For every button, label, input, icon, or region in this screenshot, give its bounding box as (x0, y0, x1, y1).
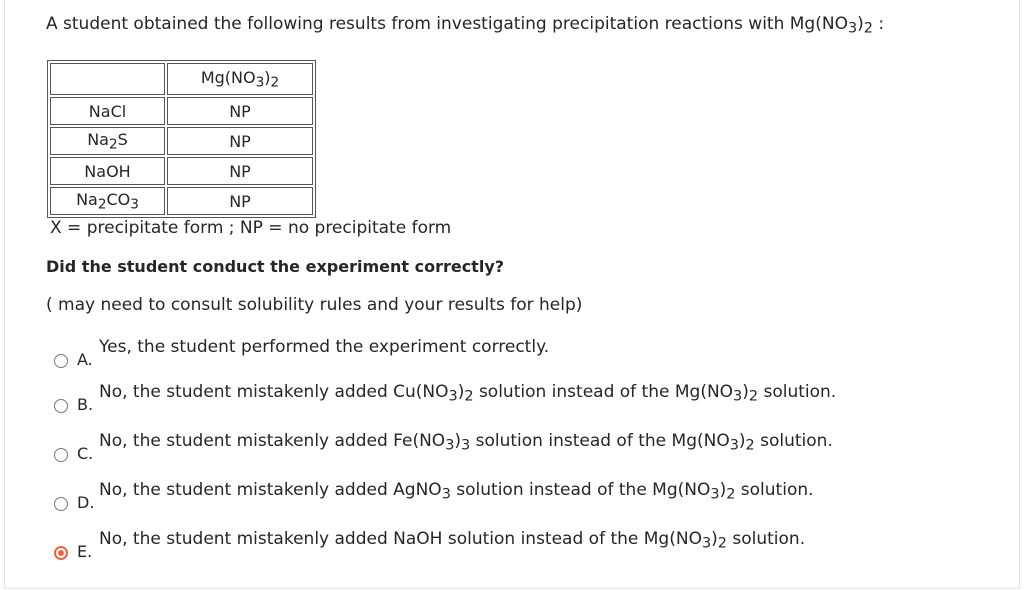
option-text: No, the student mistakenly added $Cu(NO_3)_2$ solution instead of the $Mg(NO_3)_2$ solution. (99, 382, 837, 405)
option-letter: B. (77, 395, 94, 414)
table-row-reagent: NaOH (50, 157, 165, 185)
hint-text: ( may need to consult solubility rules and your results for help) (46, 295, 583, 315)
option-letter: E. (77, 542, 93, 561)
intro-text: A student obtained the following results from investigating precipitation reactions with $Mg(NO_3)_2$ : (46, 14, 885, 37)
radio-button-a[interactable] (54, 354, 68, 368)
legend-text: X = precipitate form ; NP = no precipitate form (50, 218, 452, 238)
table-row-reagent: $Na_2CO_3$ (50, 187, 165, 215)
table-header-reagent: $Mg(NO_3)_2$ (167, 63, 313, 95)
results-table (47, 60, 316, 218)
option-letter: A. (77, 350, 93, 369)
question-text: Did the student conduct the experiment correctly? (46, 257, 505, 276)
radio-button-e[interactable] (54, 546, 68, 560)
option-text: No, the student mistakenly added $Fe(NO_3)_3$ solution instead of the $Mg(NO_3)_2$ solution. (99, 431, 833, 454)
option-d[interactable] (54, 480, 854, 513)
option-letter: D. (77, 493, 95, 512)
table-row-reagent: NaCl (50, 97, 165, 125)
table-row-result: NP (167, 97, 313, 125)
table-row (50, 97, 313, 125)
table-row-reagent: $Na_2S$ (50, 127, 165, 155)
option-text: Yes, the student performed the experiment correctly. (99, 337, 550, 357)
option-text: No, the student mistakenly added NaOH solution instead of the $Mg(NO_3)_2$ solution. (99, 529, 806, 552)
option-b[interactable] (54, 382, 854, 415)
table-row-result: NP (167, 157, 313, 185)
table-row (50, 157, 313, 185)
option-text: No, the student mistakenly added AgNO$_3$ solution instead of the $Mg(NO_3)_2$ solution. (99, 480, 814, 503)
radio-button-b[interactable] (54, 399, 68, 413)
table-row-result: NP (167, 187, 313, 215)
option-letter: C. (77, 444, 94, 463)
radio-button-c[interactable] (54, 448, 68, 462)
table-row (50, 127, 313, 155)
option-a[interactable] (54, 337, 854, 370)
table-corner-cell (50, 63, 165, 95)
table-row (50, 187, 313, 215)
radio-button-d[interactable] (54, 497, 68, 511)
table-header-row (50, 63, 313, 95)
table-row-result: NP (167, 127, 313, 155)
option-c[interactable] (54, 431, 854, 464)
option-e[interactable] (54, 529, 854, 562)
